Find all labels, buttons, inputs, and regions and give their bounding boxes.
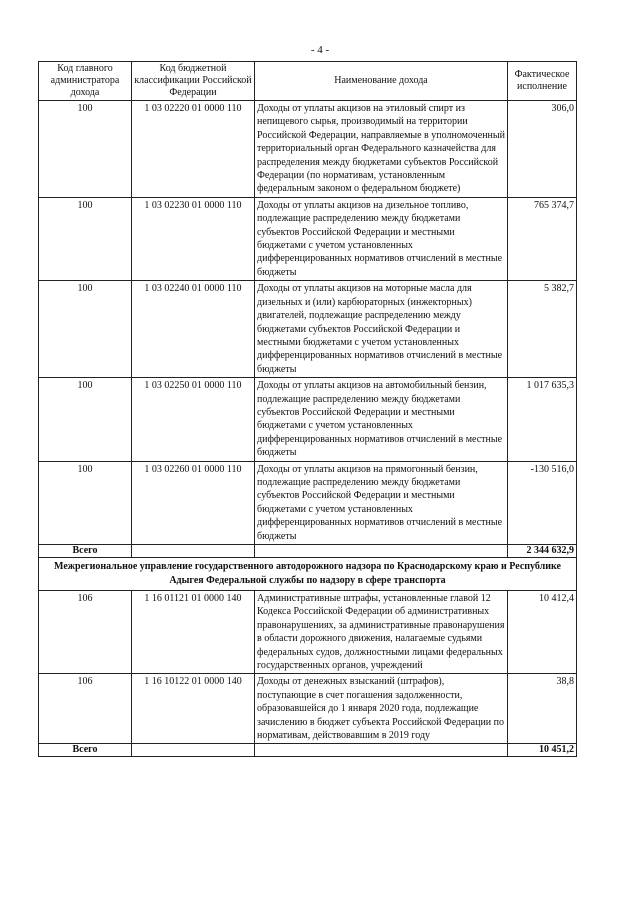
income-name: Доходы от уплаты акцизов на прямогонный бензин, подлежащие распределению между бюджетами субъектов Российской Федерации и местными бюджетами с учетом установленных дифференцированных нормативов отчислений в местные бюджеты — [255, 461, 508, 544]
amount: 10 412,4 — [508, 591, 577, 674]
admin-code: 100 — [39, 197, 132, 280]
budget-code: 1 16 10122 01 0000 140 — [132, 674, 255, 744]
amount: -130 516,0 — [508, 461, 577, 544]
admin-code: 100 — [39, 281, 132, 378]
table-header-row — [39, 62, 577, 101]
budget-code: 1 16 01121 01 0000 140 — [132, 591, 255, 674]
amount: 38,8 — [508, 674, 577, 744]
income-name: Доходы от уплаты акцизов на автомобильный бензин, подлежащие распределению между бюджетами субъектов Российской Федерации и местными бюджетами с учетом установленных дифференцированных нормативов отчислений в местные бюджеты — [255, 378, 508, 461]
table-row — [39, 378, 577, 461]
total-amount: 2 344 632,9 — [508, 545, 577, 558]
table-row — [39, 591, 577, 674]
empty-cell — [255, 744, 508, 757]
income-name: Административные штрафы, установленные главой 12 Кодекса Российской Федерации об административных правонарушениях, за административные правонарушения в области дорожного движения, налагаемые судьями федеральных судов, должностными лицами федеральных государственных органов, учреждений — [255, 591, 508, 674]
section-header-row — [39, 558, 577, 591]
amount: 765 374,7 — [508, 197, 577, 280]
empty-cell — [132, 744, 255, 757]
admin-code: 100 — [39, 378, 132, 461]
amount: 306,0 — [508, 101, 577, 198]
header-actual-execution: Фактическое исполнение — [508, 62, 577, 101]
table-row — [39, 674, 577, 744]
budget-code: 1 03 02240 01 0000 110 — [132, 281, 255, 378]
header-admin-code: Код главного администратора дохода — [39, 62, 132, 101]
total-row — [39, 545, 577, 558]
budget-code: 1 03 02230 01 0000 110 — [132, 197, 255, 280]
amount: 5 382,7 — [508, 281, 577, 378]
table-row — [39, 197, 577, 280]
budget-income-table — [38, 61, 577, 757]
header-budget-class-code: Код бюджетной классификации Российской Федерации — [132, 62, 255, 101]
table-row — [39, 281, 577, 378]
total-label: Всего — [39, 545, 132, 558]
empty-cell — [132, 545, 255, 558]
income-name: Доходы от уплаты акцизов на дизельное топливо, подлежащие распределению между бюджетами субъектов Российской Федерации и местными бюджетами с учетом установленных дифференцированных нормативов отчислений в местные бюджеты — [255, 197, 508, 280]
header-income-name: Наименование дохода — [255, 62, 508, 101]
income-name: Доходы от уплаты акцизов на этиловый спирт из непищевого сырья, производимый на территории Российской Федерации, направляемые в уполномоченный территориальный орган Федерального казначейства для распределения между бюджетами субъектов Российской Федерации (по нормативам, установленным федеральным законом о федеральном бюджете) — [255, 101, 508, 198]
page-number: - 4 - — [310, 44, 330, 56]
amount: 1 017 635,3 — [508, 378, 577, 461]
income-name: Доходы от денежных взысканий (штрафов), поступающие в счет погашения задолженности, образовавшейся до 1 января 2020 года, подлежащие зачислению в бюджет субъекта Российской Федерации по нормативам, действовавшим в 2019 году — [255, 674, 508, 744]
empty-cell — [255, 545, 508, 558]
budget-code: 1 03 02220 01 0000 110 — [132, 101, 255, 198]
table-row — [39, 461, 577, 544]
admin-code: 100 — [39, 461, 132, 544]
admin-code: 106 — [39, 674, 132, 744]
section-title: Межрегиональное управление государственного автодорожного надзора по Краснодарскому краю и Республике Адыгея Федеральной службы по надзору в сфере транспорта — [39, 558, 577, 591]
admin-code: 100 — [39, 101, 132, 198]
total-label: Всего — [39, 744, 132, 757]
income-name: Доходы от уплаты акцизов на моторные масла для дизельных и (или) карбюраторных (инжекторных) двигателей, подлежащие распределению между бюджетами субъектов Российской Федерации и местными бюджетами с учетом установленных дифференцированных нормативов отчислений в местные бюджеты — [255, 281, 508, 378]
total-row — [39, 744, 577, 757]
admin-code: 106 — [39, 591, 132, 674]
table-row — [39, 101, 577, 198]
budget-code: 1 03 02260 01 0000 110 — [132, 461, 255, 544]
budget-code: 1 03 02250 01 0000 110 — [132, 378, 255, 461]
total-amount: 10 451,2 — [508, 744, 577, 757]
